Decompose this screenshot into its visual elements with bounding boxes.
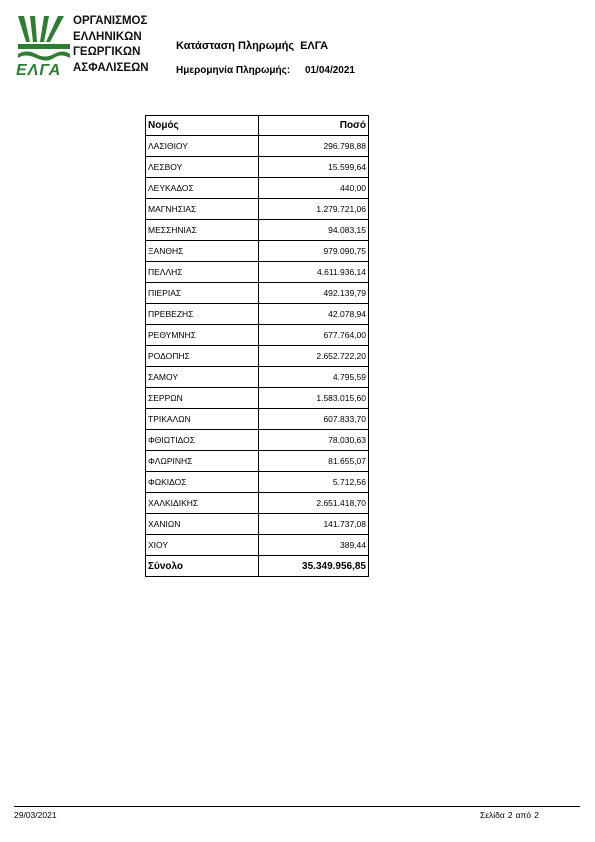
- org-name: [73, 14, 149, 76]
- page-total: 2: [534, 810, 539, 820]
- amount-cell: 42.078,94: [259, 304, 369, 325]
- amount-cell: 440,00: [259, 178, 369, 199]
- prefecture-cell: ΛΑΣΙΘΙΟΥ: [146, 136, 259, 157]
- footer-page-number: [480, 810, 542, 820]
- payment-date: [176, 65, 355, 76]
- table-row: [146, 388, 369, 409]
- table-total-row: [146, 556, 369, 577]
- amount-cell: 2.652.722,20: [259, 346, 369, 367]
- table-row: [146, 283, 369, 304]
- payment-table: [145, 115, 369, 577]
- amount-cell: 81.655,07: [259, 451, 369, 472]
- report-title-value: ΕΛΓΑ: [300, 40, 329, 52]
- amount-cell: 296.798,88: [259, 136, 369, 157]
- page-label: Σελίδα: [480, 810, 505, 820]
- column-header-prefecture: Νομός: [146, 116, 259, 136]
- table-row: [146, 262, 369, 283]
- page-separator: από: [515, 810, 532, 820]
- table-row: [146, 178, 369, 199]
- org-name-line: ΟΡΓΑΝΙΣΜΟΣ: [73, 15, 148, 27]
- total-label: Σύνολο: [146, 556, 259, 577]
- payment-date-label: Ημερομηνία Πληρωμής:: [176, 65, 291, 76]
- table-row: [146, 514, 369, 535]
- prefecture-cell: ΣΑΜΟΥ: [146, 367, 259, 388]
- amount-cell: 1.583.015,60: [259, 388, 369, 409]
- amount-cell: 389,44: [259, 535, 369, 556]
- prefecture-cell: ΞΑΝΘΗΣ: [146, 241, 259, 262]
- table-row: [146, 451, 369, 472]
- table-row: [146, 220, 369, 241]
- prefecture-cell: ΧΑΛΚΙΔΙΚΗΣ: [146, 493, 259, 514]
- report-title-label: Κατάσταση Πληρωμής: [176, 40, 295, 52]
- page-current: 2: [507, 810, 513, 820]
- amount-cell: 141.737,08: [259, 514, 369, 535]
- prefecture-cell: ΠΙΕΡΙΑΣ: [146, 283, 259, 304]
- logo-wordmark: ΕΛΓΑ: [16, 62, 62, 79]
- table-row: [146, 535, 369, 556]
- amount-cell: 677.764,00: [259, 325, 369, 346]
- table-row: [146, 430, 369, 451]
- amount-cell: 5.712,56: [259, 472, 369, 493]
- prefecture-cell: ΧΑΝΙΩΝ: [146, 514, 259, 535]
- payment-date-value: 01/04/2021: [304, 65, 355, 76]
- org-name-line: ΓΕΩΡΓΙΚΩΝ: [73, 46, 141, 58]
- table-header-row: [146, 116, 369, 136]
- footer-divider: [14, 806, 580, 807]
- prefecture-cell: ΠΕΛΛΗΣ: [146, 262, 259, 283]
- prefecture-cell: ΦΛΩΡΙΝΗΣ: [146, 451, 259, 472]
- prefecture-cell: ΜΑΓΝΗΣΙΑΣ: [146, 199, 259, 220]
- table-row: [146, 199, 369, 220]
- table-row: [146, 493, 369, 514]
- table-row: [146, 136, 369, 157]
- prefecture-cell: ΤΡΙΚΑΛΩΝ: [146, 409, 259, 430]
- total-amount: 35.349.956,85: [259, 556, 369, 577]
- table-row: [146, 472, 369, 493]
- amount-cell: 15.599,64: [259, 157, 369, 178]
- table-row: [146, 325, 369, 346]
- prefecture-cell: ΦΘΙΩΤΙΔΟΣ: [146, 430, 259, 451]
- prefecture-cell: ΠΡΕΒΕΖΗΣ: [146, 304, 259, 325]
- table-row: [146, 367, 369, 388]
- org-name-line: ΑΣΦΑΛΙΣΕΩΝ: [73, 61, 149, 74]
- amount-cell: 4.611.936,14: [259, 262, 369, 283]
- amount-cell: 94.083,15: [259, 220, 369, 241]
- column-header-amount: Ποσό: [259, 116, 369, 136]
- amount-cell: 492.139,79: [259, 283, 369, 304]
- table-row: [146, 157, 369, 178]
- org-name-line: ΕΛΛΗΝΙΚΩΝ: [73, 30, 142, 43]
- prefecture-cell: ΛΕΣΒΟΥ: [146, 157, 259, 178]
- report-title: [176, 40, 328, 52]
- prefecture-cell: ΣΕΡΡΩΝ: [146, 388, 259, 409]
- prefecture-cell: ΛΕΥΚΑΔΟΣ: [146, 178, 259, 199]
- amount-cell: 607.833,70: [259, 409, 369, 430]
- amount-cell: 2.651.418,70: [259, 493, 369, 514]
- table-row: [146, 346, 369, 367]
- table-row: [146, 409, 369, 430]
- amount-cell: 4.795,59: [259, 367, 369, 388]
- amount-cell: 78.030,63: [259, 430, 369, 451]
- prefecture-cell: ΜΕΣΣΗΝΙΑΣ: [146, 220, 259, 241]
- footer-print-date: 29/03/2021: [14, 810, 57, 820]
- amount-cell: 1.279.721,06: [259, 199, 369, 220]
- org-logo: [16, 12, 156, 84]
- prefecture-cell: ΡΟΔΟΠΗΣ: [146, 346, 259, 367]
- amount-cell: 979.090,75: [259, 241, 369, 262]
- table-row: [146, 241, 369, 262]
- prefecture-cell: ΧΙΟΥ: [146, 535, 259, 556]
- prefecture-cell: ΦΩΚΙΔΟΣ: [146, 472, 259, 493]
- prefecture-cell: ΡΕΘΥΜΝΗΣ: [146, 325, 259, 346]
- table-row: [146, 304, 369, 325]
